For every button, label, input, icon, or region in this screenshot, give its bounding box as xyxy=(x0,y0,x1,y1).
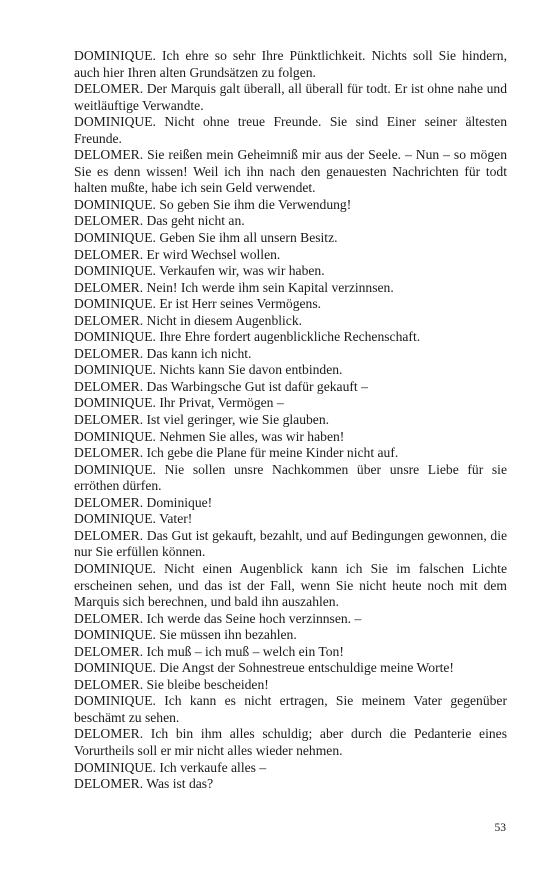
dialogue-line: DELOMER. Nein! Ich werde ihm sein Kapital verzinnsen. xyxy=(74,279,394,295)
dialogue-line: DELOMER. Das Gut ist gekauft, bezahlt, und auf Bedingungen gewonnen, die nur Sie erfüllen können. xyxy=(74,527,507,560)
dialogue-line: DOMINIQUE. Ihre Ehre fordert augenblickliche Rechenschaft. xyxy=(74,329,421,345)
dialogue-line: DELOMER. Das Warbingsche Gut ist dafür gekauft – xyxy=(74,378,368,394)
dialogue-line: DOMINIQUE. Nicht ohne treue Freunde. Sie sind Einer seiner ältesten Freunde. xyxy=(74,114,507,146)
dialogue-line: DOMINIQUE. Nicht einen Augenblick kann ich Sie im falschen Lichte erscheinen sehen, und das ist der Fall, wenn Sie nicht heute noch mit dem Marquis sich berechnen, und bald ihn auszahlen. xyxy=(74,560,507,610)
dialogue-line: DELOMER. Nicht in diesem Augenblick. xyxy=(74,312,303,328)
dialogue-line: DELOMER. Ich muß – ich muß – welch ein Ton! xyxy=(74,643,344,659)
dialogue-line: DELOMER. Ich bin ihm alles schuldig; aber durch die Pedanterie eines Vorurtheils soll er mir nicht alles wieder nehmen. xyxy=(74,726,507,758)
dialogue-line: DOMINIQUE. Nichts kann Sie davon entbinden. xyxy=(74,362,343,378)
dialogue-line: DOMINIQUE. Er ist Herr seines Vermögens. xyxy=(74,296,322,312)
dialogue-line: DOMINIQUE. So geben Sie ihm die Verwendung! xyxy=(74,196,352,212)
dialogue-line: DELOMER. Ist viel geringer, wie Sie glauben. xyxy=(74,412,330,428)
dialogue-line: DOMINIQUE. Verkaufen wir, was wir haben. xyxy=(74,263,325,279)
dialogue-line: DOMINIQUE. Nie sollen unsre Nachkommen über unsre Liebe für sie erröthen dürfen. xyxy=(74,461,507,494)
dialogue-line: DOMINIQUE. Vater! xyxy=(74,511,193,527)
dialogue-line: DELOMER. Der Marquis galt überall, all überall für todt. Er ist ohne nahe und weitläuftige Verwandte. xyxy=(74,81,507,113)
dialogue-line: DELOMER. Das geht nicht an. xyxy=(74,213,245,229)
dialogue-line: DOMINIQUE. Ich verkaufe alles – xyxy=(74,759,267,775)
dialogue-line: DELOMER. Sie bleibe bescheiden! xyxy=(74,676,269,692)
page-number: 53 xyxy=(494,822,506,834)
dialogue-line: DELOMER. Sie reißen mein Geheimniß mir aus der Seele. – Nun – so mögen Sie es denn wissen! Weil ich ihn nach den genauesten Nachrichten für todt halten mußte, habe ich sein Geld verwendet. xyxy=(74,147,507,196)
dialogue-line: DELOMER. Ich werde das Seine hoch verzinnsen. – xyxy=(74,610,362,626)
dialogue-line: DOMINIQUE. Nehmen Sie alles, was wir haben! xyxy=(74,428,345,444)
dialogue-line: DOMINIQUE. Geben Sie ihm all unsern Besitz. xyxy=(74,230,338,246)
dialogue-line: DELOMER. Ich gebe die Plane für meine Kinder nicht auf. xyxy=(74,445,399,461)
dialogue-line: DOMINIQUE. Die Angst der Sohnestreue entschuldige meine Worte! xyxy=(74,660,454,676)
dialogue-line: DELOMER. Er wird Wechsel wollen. xyxy=(74,246,281,262)
dialogue-line: DELOMER. Dominique! xyxy=(74,494,213,510)
dialogue-line: DOMINIQUE. Ich ehre so sehr Ihre Pünktlichkeit. Nichts soll Sie hindern, auch hier Ihren alten Grundsätzen zu folgen. xyxy=(74,48,507,80)
page-body xyxy=(74,48,507,793)
dialogue-line: DOMINIQUE. Ich kann es nicht ertragen, Sie meinem Vater gegenüber beschämt zu sehen. xyxy=(74,693,507,725)
dialogue-line: DOMINIQUE. Sie müssen ihn bezahlen. xyxy=(74,627,297,643)
dialogue-line: DELOMER. Das kann ich nicht. xyxy=(74,345,252,361)
dialogue-line: DELOMER. Was ist das? xyxy=(74,776,214,792)
dialogue-line: DOMINIQUE. Ihr Privat, Vermögen – xyxy=(74,395,284,411)
